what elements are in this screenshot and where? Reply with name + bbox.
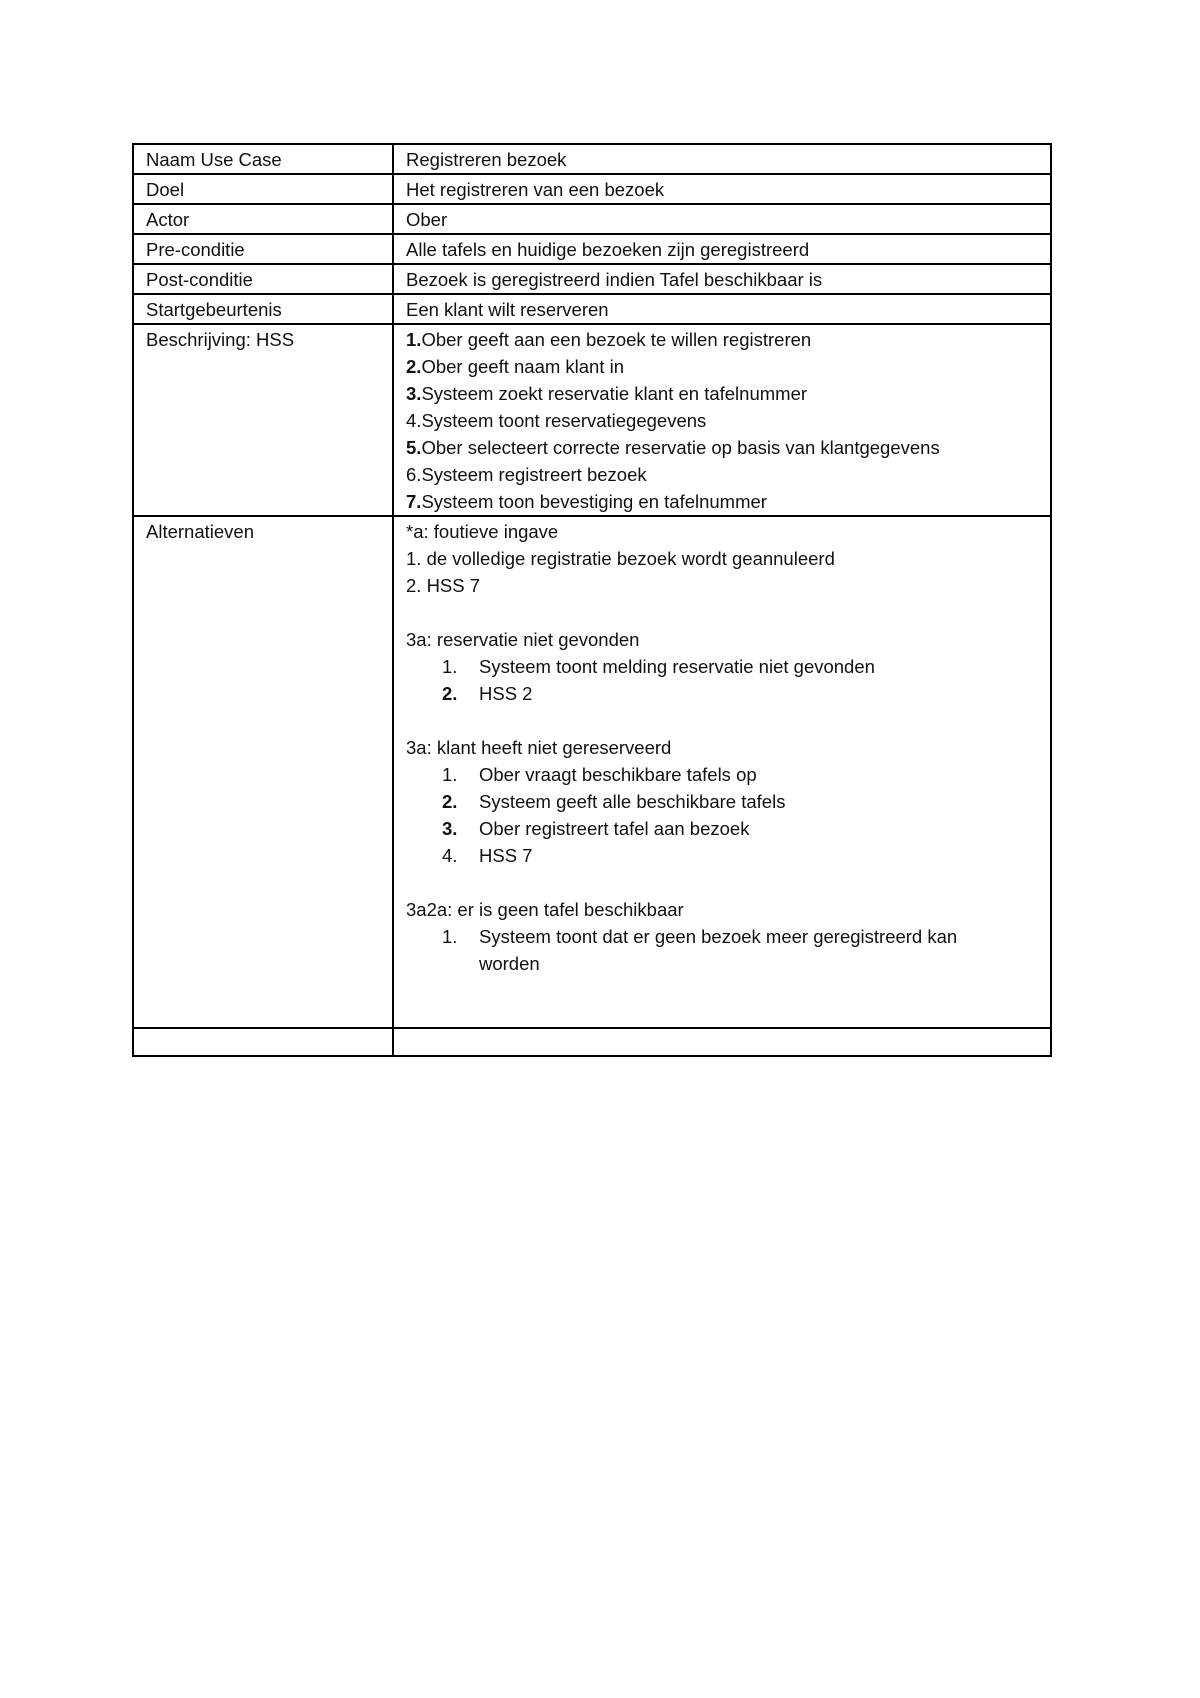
row-value-naam-use-case: Registreren bezoek <box>393 144 1051 174</box>
list-item-number: 3. <box>442 818 458 839</box>
table-row <box>133 294 1051 324</box>
table-row <box>133 264 1051 294</box>
list-item-number: 2. <box>442 683 458 704</box>
alternative-step: 1. de volledige registratie bezoek wordt geannuleerd <box>406 548 835 569</box>
table-row <box>133 144 1051 174</box>
hss-step <box>406 434 1040 461</box>
alternative-title: *a: foutieve ingave <box>406 521 559 542</box>
alternative-step: 2. HSS 7 <box>406 575 481 596</box>
hss-step-text: Systeem toont reservatiegegevens <box>421 410 707 431</box>
empty-cell <box>393 1028 1051 1056</box>
hss-step-number: 7. <box>406 491 422 512</box>
table-row <box>133 174 1051 204</box>
list-item-number: 4. <box>442 845 458 866</box>
alternative-title: 3a2a: er is geen tafel beschikbaar <box>406 899 684 920</box>
list-item-number: 1. <box>442 926 458 947</box>
alternative-title: 3a: klant heeft niet gereserveerd <box>406 737 672 758</box>
alternative-list <box>406 923 1040 977</box>
list-item <box>406 788 1040 815</box>
list-item-text: Systeem geeft alle beschikbare tafels <box>479 791 786 812</box>
hss-step <box>406 461 1040 488</box>
hss-step <box>406 407 1040 434</box>
hss-step-number: 3. <box>406 383 422 404</box>
list-item-text: HSS 2 <box>479 683 533 704</box>
hss-step-text: Systeem registreert bezoek <box>421 464 647 485</box>
row-label-post-conditie: Post-conditie <box>133 264 393 294</box>
row-value-actor: Ober <box>393 204 1051 234</box>
spacer <box>406 869 1040 896</box>
table-row <box>133 204 1051 234</box>
list-item-number: 1. <box>442 764 458 785</box>
table-row-hss <box>133 324 1051 516</box>
list-item-text: HSS 7 <box>479 845 533 866</box>
hss-step-text: Ober selecteert correcte reservatie op basis van klantgegevens <box>421 437 940 458</box>
row-label-startgebeurtenis: Startgebeurtenis <box>133 294 393 324</box>
list-item <box>406 815 1040 842</box>
use-case-table <box>132 143 1052 1057</box>
hss-step <box>406 380 1040 407</box>
row-label-doel: Doel <box>133 174 393 204</box>
row-value-doel: Het registreren van een bezoek <box>393 174 1051 204</box>
list-item-text: Systeem toont dat er geen bezoek meer geregistreerd kan worden <box>479 926 958 974</box>
hss-steps <box>393 324 1051 516</box>
hss-step-number: 1. <box>406 329 422 350</box>
hss-step-text: Systeem zoekt reservatie klant en tafelnummer <box>421 383 808 404</box>
alternative-list <box>406 653 1040 707</box>
list-item-text: Ober vraagt beschikbare tafels op <box>479 764 757 785</box>
list-item-text: Systeem toont melding reservatie niet gevonden <box>479 656 875 677</box>
hss-step <box>406 488 1040 515</box>
table-row-empty <box>133 1028 1051 1056</box>
row-value-post-conditie: Bezoek is geregistreerd indien Tafel beschikbaar is <box>393 264 1051 294</box>
list-item-text: Ober registreert tafel aan bezoek <box>479 818 750 839</box>
alternative-list <box>406 761 1040 869</box>
hss-step <box>406 326 1040 353</box>
hss-step-text: Ober geeft aan een bezoek te willen registreren <box>421 329 812 350</box>
row-label-actor: Actor <box>133 204 393 234</box>
alternative-title: 3a: reservatie niet gevonden <box>406 629 640 650</box>
spacer <box>406 599 1040 626</box>
hss-step-number: 5. <box>406 437 422 458</box>
spacer <box>406 707 1040 734</box>
row-label-naam-use-case: Naam Use Case <box>133 144 393 174</box>
row-label-beschrijving-hss: Beschrijving: HSS <box>133 324 393 516</box>
list-item <box>406 842 1040 869</box>
hss-step-number: 2. <box>406 356 422 377</box>
hss-step <box>406 353 1040 380</box>
empty-cell <box>133 1028 393 1056</box>
list-item-number: 1. <box>442 656 458 677</box>
row-label-pre-conditie: Pre-conditie <box>133 234 393 264</box>
list-item <box>406 680 1040 707</box>
table-row-alternatieven <box>133 516 1051 1028</box>
list-item <box>406 923 1040 977</box>
alternatives-content <box>393 516 1051 1028</box>
list-item-number: 2. <box>442 791 458 812</box>
hss-step-text: Ober geeft naam klant in <box>421 356 625 377</box>
hss-step-number: 4. <box>406 410 422 431</box>
list-item <box>406 653 1040 680</box>
row-label-alternatieven: Alternatieven <box>133 516 393 1028</box>
table-row <box>133 234 1051 264</box>
hss-step-number: 6. <box>406 464 422 485</box>
hss-step-text: Systeem toon bevestiging en tafelnummer <box>421 491 767 512</box>
row-value-pre-conditie: Alle tafels en huidige bezoeken zijn geregistreerd <box>393 234 1051 264</box>
row-value-startgebeurtenis: Een klant wilt reserveren <box>393 294 1051 324</box>
list-item <box>406 761 1040 788</box>
